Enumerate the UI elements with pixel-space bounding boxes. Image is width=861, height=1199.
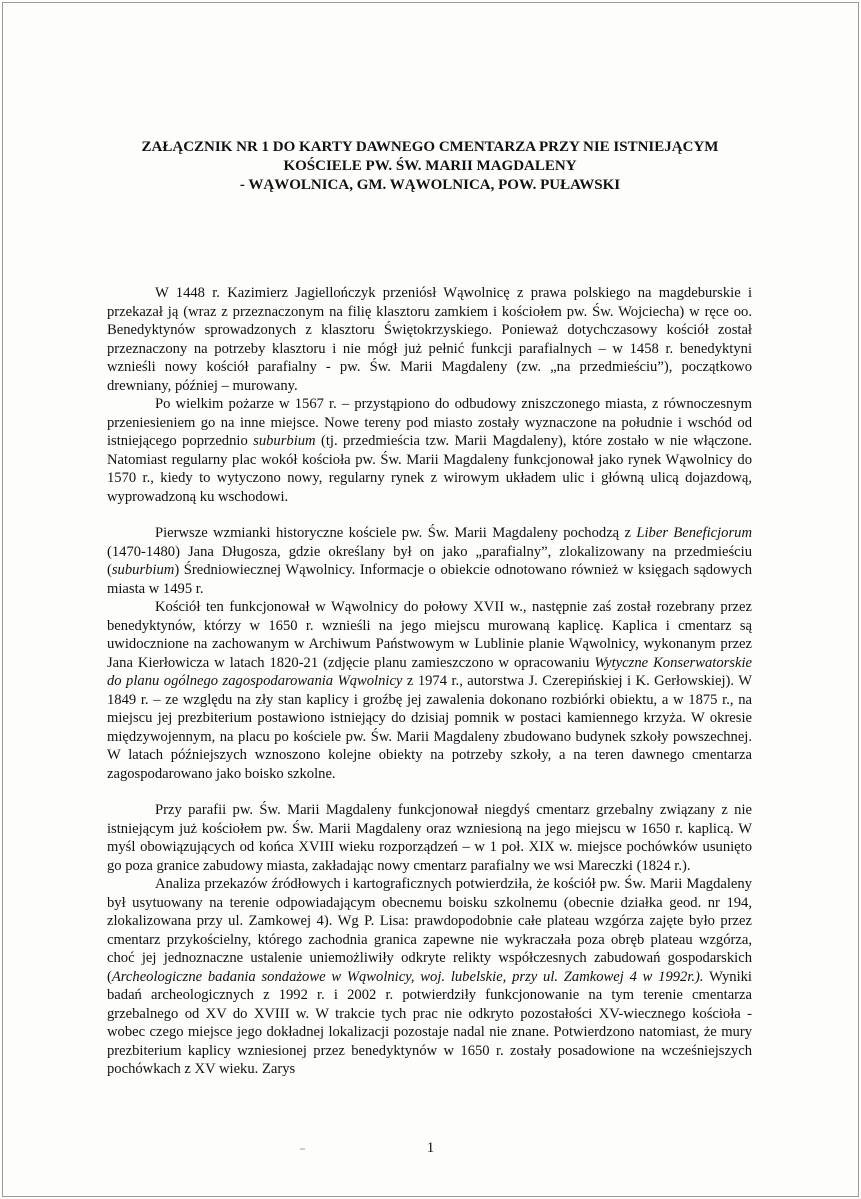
paragraph-6-text: Analiza przekazów źródłowych i kartograficznych potwierdziła, że kościół pw. Św. Marii Magdaleny był usytuowany na terenie odpowiadającym obecnemu boisku szkolnemu (obecnie działka geod. nr 194, zlokalizowana przy ul. Zamkowej 4). Wg P. Lisa: prawdopodobnie całe plateau wzgórza zajęte było przez cmentarz przykościelny, którego zachodnia granica zapewne nie wykraczała poza obręb plateau wzgórza, choć jej jednoznaczne ustalenie uniemożliwiły odkryte relikty współczesnych zabudowań gospodarskich ( <box>107 876 752 985</box>
paragraph-4-text-end: z 1974 r., autorstwa J. Czerepińskiej i K. Gerłowskiej). W 1849 r. – ze względu na zły stan kaplicy i groźbę jej zawalenia dokonano rozbiórki obiektu, a w 1875 r., na miejscu jej prezbiterium postawiono istniejący do dzisiaj pomnik w postaci kamiennego krzyża. W okresie międzywojennym, na placu po kościele pw. Św. Marii Magdaleny zbudowano budynek szkoły powszechnej. W latach późniejszych wznoszono kolejne obiekty na potrzeby szkoły, a na teren dawnego cmentarza zagospodarowano jako boisko szkolne. <box>107 673 752 782</box>
heading-line-2: KOŚCIELE PW. ŚW. MARII MAGDALENY <box>283 158 577 174</box>
paragraph-3-text: Pierwsze wzmianki historyczne kościele pw. Św. Marii Magdaleny pochodzą z <box>155 525 637 541</box>
paragraph-6 <box>107 875 752 1079</box>
paragraph-3-italic: Liber Beneficjorum <box>636 525 752 541</box>
document-heading <box>100 138 760 195</box>
paragraph-6-text-end: Wyniki badań archeologicznych z 1992 r. i 2002 r. potwierdziły funkcjonowanie na tym terenie cmentarza grzebalnego od XV do XVIII w. W trakcie tych prac nie odkryto pozostałości XV-wiecznego kościoła - wobec czego miejsce jego dokładnej lokalizacji pozostaje nadal nie znane. Potwierdzono natomiast, że mury prezbiterium kaplicy wzniesionej przez benedyktynów w 1650 r. zostały posadowione na wcześniejszych pochówkach z XV wieku. Zarys <box>107 968 752 1077</box>
paragraph-4 <box>107 598 752 783</box>
paragraph-2-italic: suburbium <box>253 433 316 449</box>
paragraph-6-italic: Archeologiczne badania sondażowe w Wąwolnicy, woj. lubelskie, przy ul. Zamkowej 4 w 1992r.). <box>111 968 704 985</box>
paragraph-4-text: Kościół ten funkcjonował w Wąwolnicy do połowy XVII w., następnie zaś został rozebrany przez benedyktynów, którzy w 1650 r. wznieśli na jego miejscu murowaną kaplicę. Kaplica i cmentarz są uwidocznione na zachowanym w Archiwum Państwowym w Lublinie planie Wąwolnicy, wykonanym przez Jana Kierłowicza w latach 1820-21 (zdjęcie planu zamieszczono w opracowaniu <box>107 599 752 671</box>
paragraph-2 <box>107 395 752 506</box>
paragraph-4-italic: Wytyczne Konserwatorskie do planu ogólnego zagospodarowania Wąwolnicy <box>107 654 752 689</box>
paragraph-3-text-mid: (1470-1480) Jana Długosza, gdzie określany był on jako „parafialny”, zlokalizowany na przedmieściu ( <box>107 543 752 578</box>
heading-line-3: - WĄWOLNICA, GM. WĄWOLNICA, POW. PUŁAWSKI <box>239 177 621 193</box>
paragraph-2-text-end: (tj. przedmieścia tzw. Marii Magdaleny), które zostało w nie włączone. Natomiast regularny plac wokół kościoła pw. Św. Marii Magdaleny funkcjonował jako rynek Wąwolnicy do 1570 r., kiedy to wytyczono nowy, regularny rynek z wirowym układem ulic i główną ulicą dojazdową, wyprowadzoną ku wschodowi. <box>107 433 752 505</box>
paragraph-3 <box>107 524 752 598</box>
paragraph-1: W 1448 r. Kazimierz Jagiellończyk przeniósł Wąwolnicę z prawa polskiego na magdeburskie i przekazał ją (wraz z przeznaczonym na filię klasztoru zamkiem i kościołem pw. Św. Wojciecha) w ręce oo. Benedyktynów sprowadzonych z klasztoru Świętokrzyskiego. Ponieważ dotychczasowy kościół został przeznaczony na potrzeby klasztoru i nie mógł już pełnić funkcji parafialnych – w 1458 r. benedyktyni wznieśli nowy kościół parafialny - pw. Św. Marii Magdaleny (zw. „na przedmieściu”), początkowo drewniany, później – murowany. <box>107 285 752 394</box>
document-body <box>107 284 752 1079</box>
paragraph-2-text: Po wielkim pożarze w 1567 r. – przystąpiono do odbudowy zniszczonego miasta, z równoczesnym przeniesieniem go na inne miejsce. Nowe tereny pod miasto zostały wyznaczone na południe i wschód od istniejącego poprzednio <box>107 396 752 449</box>
paragraph-3-text-end: ) Średniowiecznej Wąwolnicy. Informacje o obiekcie odnotowano również w księgach sądowych miasta w 1495 r. <box>107 562 752 597</box>
paragraph-3-italic-2: suburbium <box>111 562 175 578</box>
page-number: 1 <box>426 1140 435 1156</box>
paragraph-5: Przy parafii pw. Św. Marii Magdaleny funkcjonował niegdyś cmentarz grzebalny związany z nie istniejącym już kościołem pw. Św. Marii Magdaleny oraz wzniesioną na jego miejscu w 1650 r. kaplicą. W myśl obowiązujących od końca XVIII wieku rozporządzeń – w 1 poł. XIX w. miejsce pochówków usunięto go poza granice zabudowy miasta, zakładając nowy cmentarz parafialny we wsi Mareczki (1824 r.). <box>107 802 752 874</box>
heading-line-1: ZAŁĄCZNIK NR 1 DO KARTY DAWNEGO CMENTARZA PRZY NIE ISTNIEJĄCYM <box>141 139 719 155</box>
